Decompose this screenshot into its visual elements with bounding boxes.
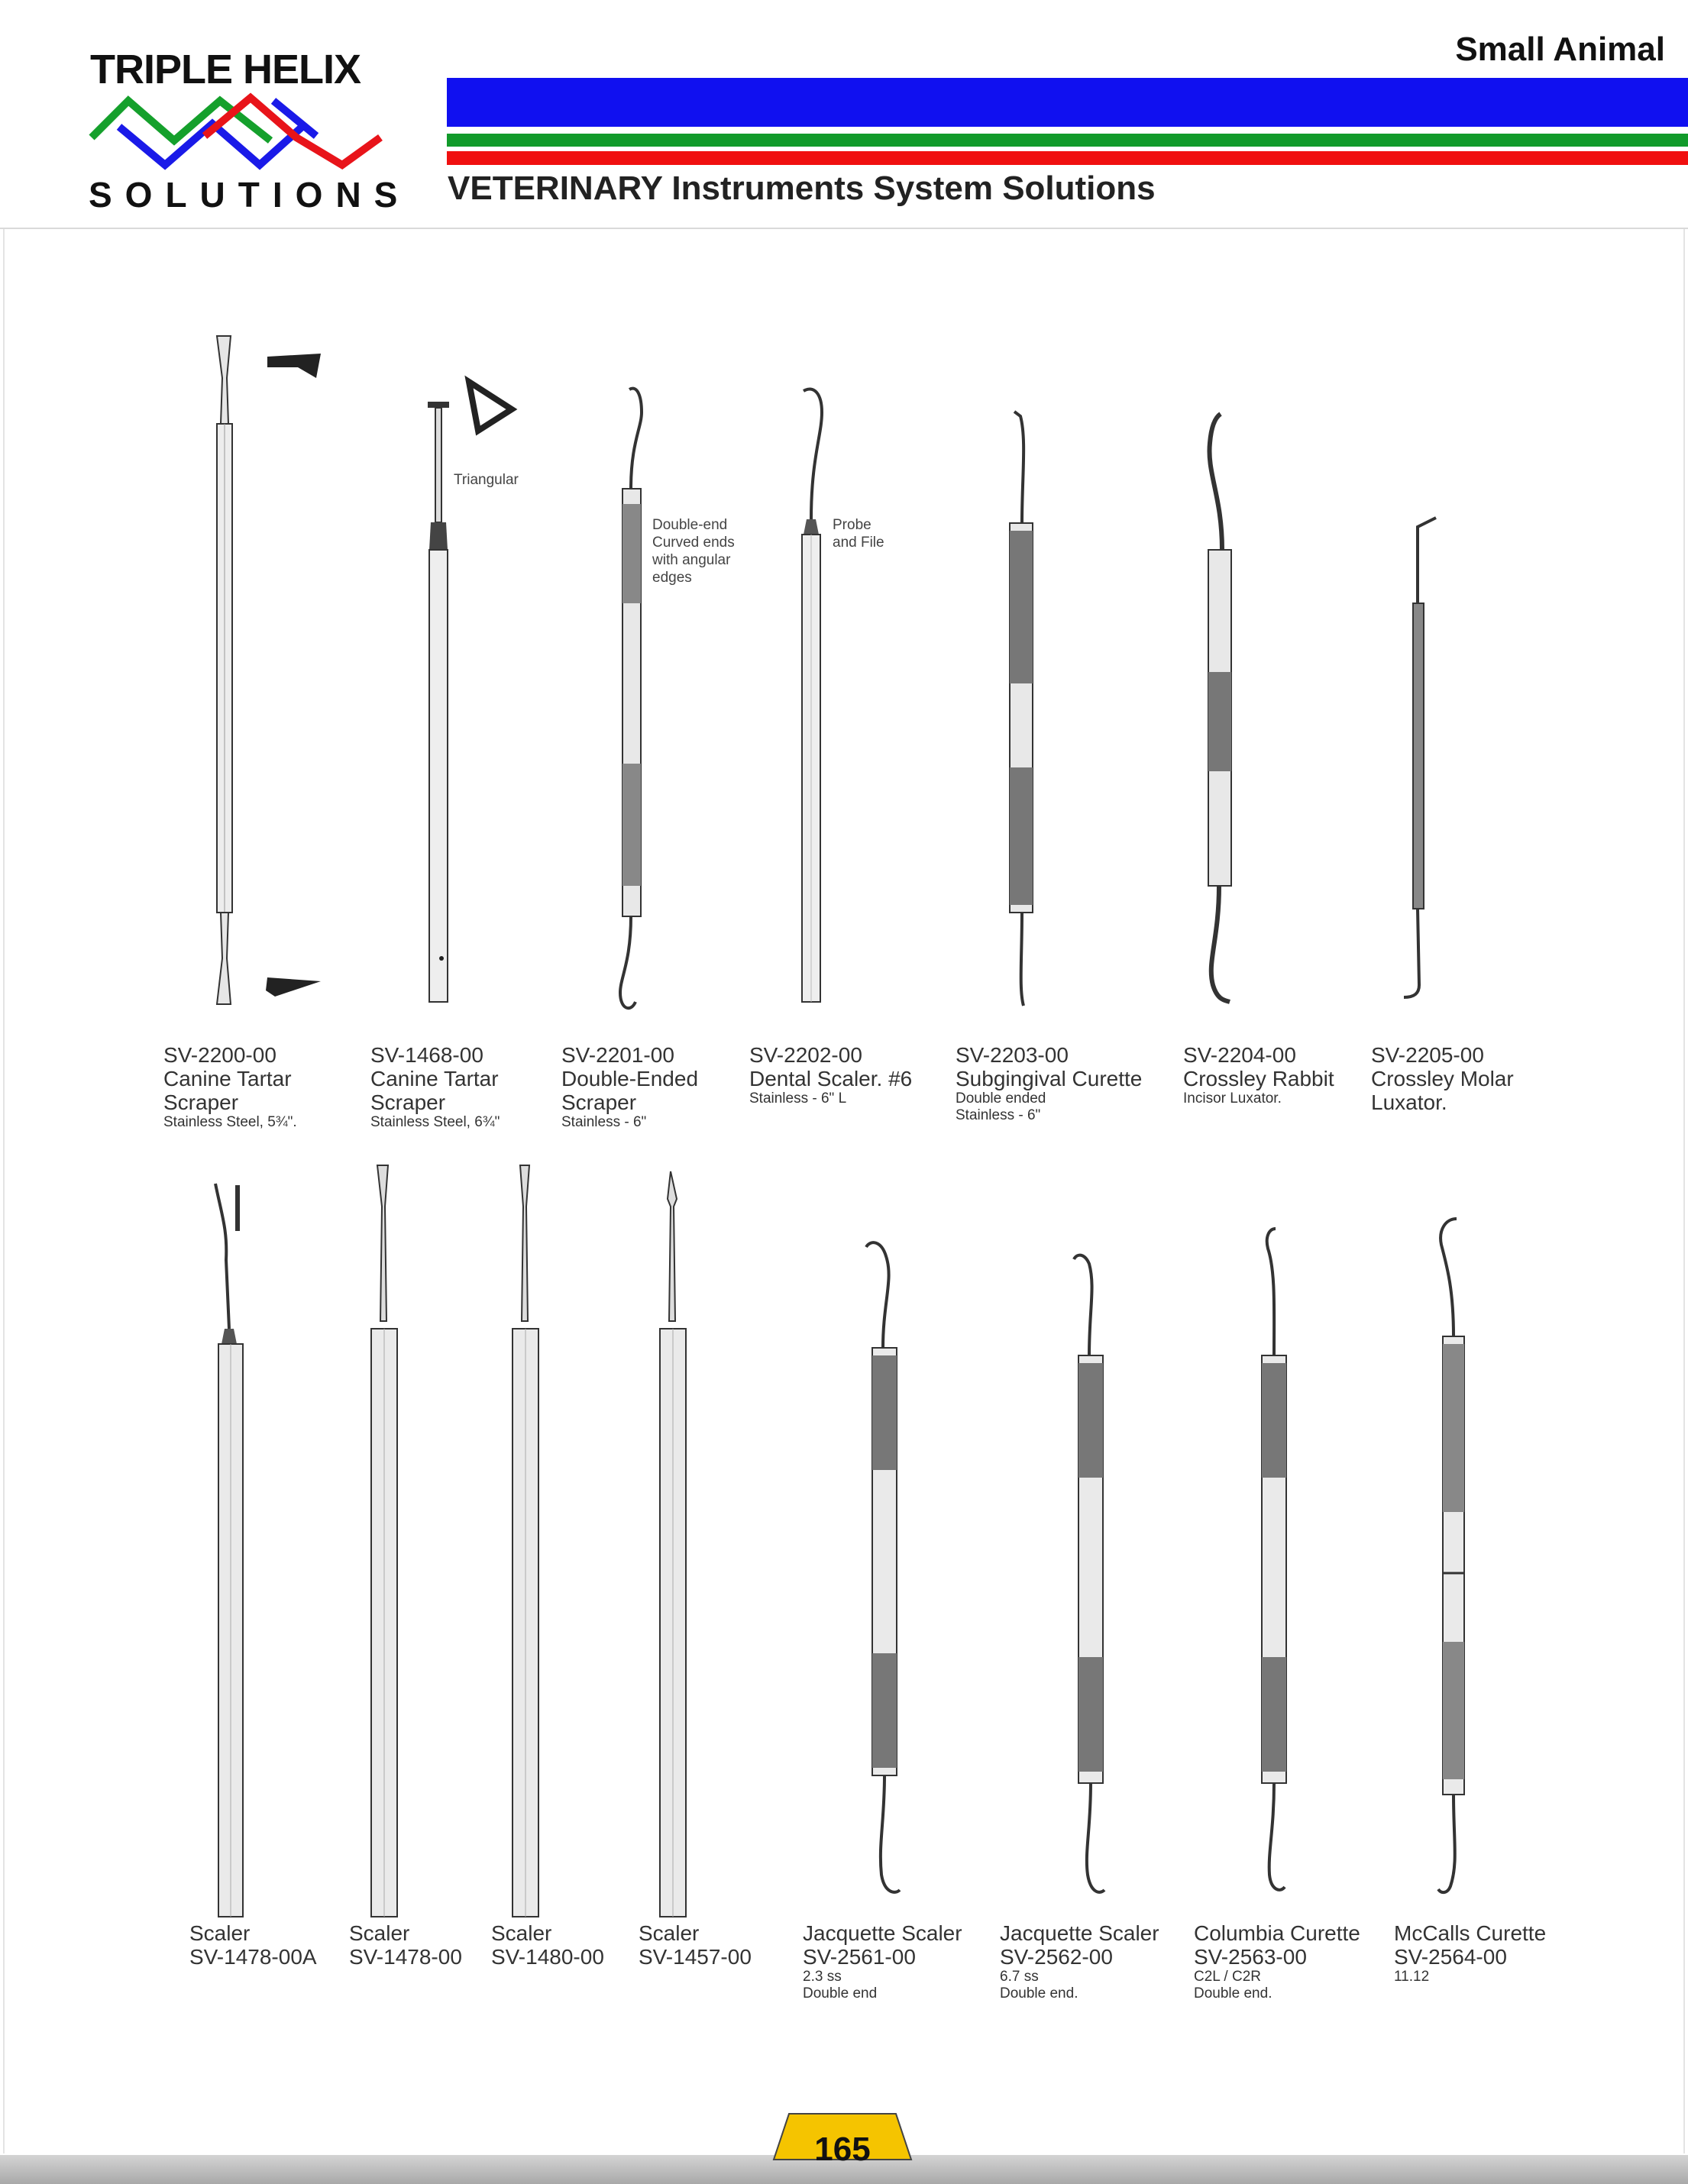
instrument-sv-1478-00a (206, 1176, 260, 1924)
product-code: SV-2564-00 (1394, 1945, 1507, 1969)
product-name: Jacquette Scaler (803, 1921, 962, 1945)
product-code: SV-1468-00 (370, 1043, 483, 1067)
product-label-sv-2203-00 (956, 1043, 1142, 1124)
product-name: Columbia Curette (1194, 1921, 1360, 1945)
product-label-sv-1478-00 (349, 1921, 462, 1969)
banner-title: VETERINARY Instruments System Solutions (448, 170, 1156, 207)
instrument-sv-2563-00 (1245, 1226, 1306, 1905)
product-name: Crossley Molar (1371, 1067, 1514, 1090)
product-label-sv-2200-00 (163, 1043, 297, 1131)
product-spec: Stainless - 6" L (749, 1090, 847, 1107)
left-margin-line (3, 229, 5, 2153)
product-spec: Stainless - 6" (561, 1114, 647, 1130)
product-spec: 6.7 ss (1000, 1969, 1039, 1985)
instrument-sv-2204-00 (1192, 412, 1253, 1008)
product-spec: Incisor Luxator. (1183, 1090, 1282, 1107)
product-label-sv-2201-00 (561, 1043, 698, 1131)
product-name: Scaler (189, 1921, 251, 1945)
product-label-sv-1457-00 (639, 1921, 752, 1969)
product-name: Canine Tartar (370, 1067, 499, 1090)
instrument-sv-1478-00 (359, 1161, 412, 1924)
product-label-sv-2202-00 (749, 1043, 912, 1107)
product-spec: C2L / C2R (1194, 1969, 1261, 1985)
instrument-sv-2562-00 (1062, 1249, 1123, 1905)
banner-blue-bar (447, 78, 1688, 127)
product-label-sv-2564-00 (1394, 1921, 1546, 1985)
page-number: 165 (814, 2131, 871, 2168)
helix-logo-icon (90, 90, 384, 174)
annotation-triangular: Triangular (454, 472, 519, 488)
product-spec: Double end. (1194, 1985, 1272, 2001)
product-name: Scaler (491, 1921, 552, 1945)
product-name: McCalls Curette (1394, 1921, 1547, 1945)
logo-title: TRIPLE HELIX (90, 47, 361, 92)
product-code: SV-2200-00 (163, 1043, 276, 1067)
product-code: SV-2205-00 (1371, 1043, 1484, 1067)
product-name: Double-Ended (561, 1067, 699, 1090)
instrument-sv-2561-00 (855, 1233, 917, 1905)
product-spec: Stainless - 6" (956, 1107, 1041, 1123)
product-code: SV-2204-00 (1183, 1043, 1296, 1067)
product-code: SV-1478-00A (189, 1945, 317, 1969)
product-name: Crossley Rabbit (1183, 1067, 1334, 1090)
product-code: SV-2201-00 (561, 1043, 674, 1067)
product-name: Scaler (639, 1921, 700, 1945)
instrument-sv-2205-00 (1390, 512, 1451, 1008)
product-spec: 11.12 (1394, 1969, 1430, 1985)
product-code: SV-2203-00 (956, 1043, 1069, 1067)
product-code: SV-1480-00 (491, 1945, 604, 1969)
product-name: Scraper (163, 1090, 239, 1114)
annotation-probe-file: Probe and File (833, 517, 884, 551)
instrument-sv-2564-00 (1424, 1214, 1486, 1901)
product-label-sv-1480-00 (491, 1921, 604, 1969)
right-margin-line (1683, 229, 1685, 2153)
logo-subtitle: SOLUTIONS (89, 175, 411, 215)
instrument-sv-1480-00 (500, 1161, 554, 1924)
product-code: SV-2563-00 (1194, 1945, 1307, 1969)
product-label-sv-1468-00 (370, 1043, 500, 1131)
product-label-sv-2561-00 (803, 1921, 962, 2002)
product-name: Scaler (349, 1921, 410, 1945)
product-spec: Double ended (956, 1090, 1046, 1107)
annotation-double-end: Double-end Curved ends with angular edges (652, 517, 735, 586)
product-label-sv-2205-00 (1371, 1043, 1514, 1114)
instrument-sv-2201-00 (611, 382, 665, 1016)
product-spec: Stainless Steel, 5¾". (163, 1114, 297, 1130)
product-code: SV-2562-00 (1000, 1945, 1113, 1969)
instrument-sv-2202-00 (787, 382, 840, 1008)
product-name: Jacquette Scaler (1000, 1921, 1159, 1945)
category-label: Small Animal (1455, 31, 1665, 68)
product-code: SV-2561-00 (803, 1945, 916, 1969)
instrument-sv-2200-00 (206, 332, 328, 1012)
product-label-sv-2563-00 (1194, 1921, 1360, 2002)
product-label-sv-2562-00 (1000, 1921, 1159, 2002)
instrument-sv-2203-00 (993, 409, 1046, 1012)
banner-red-bar (447, 151, 1688, 165)
product-spec: Stainless Steel, 6¾" (370, 1114, 500, 1130)
product-name: Subgingival Curette (956, 1067, 1143, 1090)
product-label-sv-2204-00 (1183, 1043, 1334, 1107)
product-name: Canine Tartar (163, 1067, 292, 1090)
product-code: SV-2202-00 (749, 1043, 862, 1067)
product-label-sv-1478-00a (189, 1921, 317, 1969)
product-name: Dental Scaler. #6 (749, 1067, 913, 1090)
instrument-sv-1457-00 (648, 1168, 701, 1924)
product-name: Scraper (370, 1090, 446, 1114)
product-spec: Double end. (1000, 1985, 1078, 2001)
banner-green-bar (447, 134, 1688, 147)
product-name: Scraper (561, 1090, 637, 1114)
product-code: SV-1457-00 (639, 1945, 752, 1969)
product-name: Luxator. (1371, 1090, 1447, 1114)
product-spec: Double end (803, 1985, 878, 2001)
product-code: SV-1478-00 (349, 1945, 462, 1969)
product-spec: 2.3 ss (803, 1969, 842, 1985)
header-divider (0, 228, 1688, 229)
